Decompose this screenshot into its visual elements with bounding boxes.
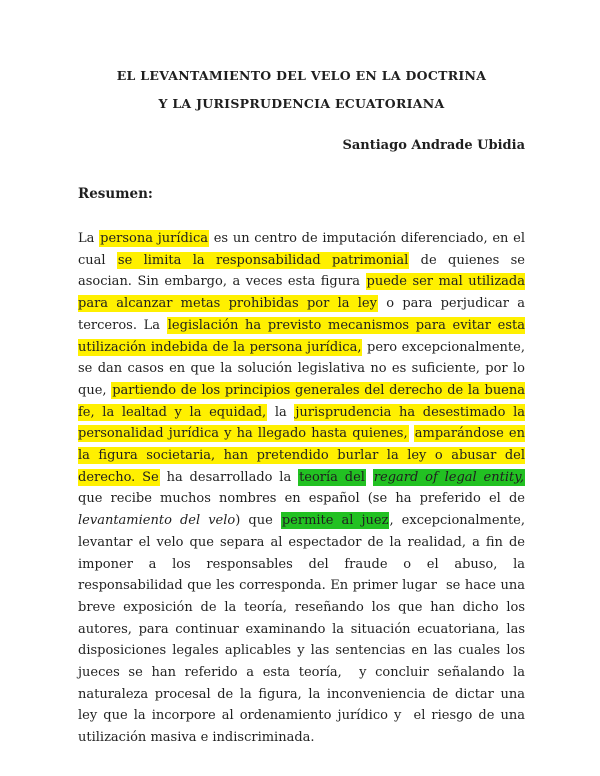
text-segment xyxy=(366,470,373,485)
title-line-2: Y LA JURISPRUDENCIA ECUATORIANA xyxy=(158,96,445,111)
document-title xyxy=(78,62,525,118)
abstract-paragraph xyxy=(78,228,525,749)
text-segment xyxy=(409,426,414,441)
text-segment: , excepcionalmente, levantar el velo que separa al espectador de la realidad, a fin de imponer a los responsables del fraude o el abuso, la responsabilidad que les corresponda. En primer lugar se hace una breve exposición de la teoría, reseñando los que han dicho los autores, para continuar examinando la situación ecuatoriana, las disposiciones legales aplicables y las sentencias en las cuales los jueces se han referido a esta teoría, y concluir señalando la naturaleza procesal de la figura, la inconveniencia de dictar una ley que la incorpore al ordenamiento jurídico y el riesgo de una utilización masiva e indiscriminada. xyxy=(78,513,525,746)
text-segment: es un centro de imputación diferenciado, en el cual xyxy=(78,231,526,268)
highlighted-text-segment: levantamiento del velo xyxy=(78,513,236,529)
highlighted-text-segment: puede ser mal utilizada para alcanzar metas prohibidas por la ley xyxy=(78,274,525,312)
highlighted-text-segment: persona jurídica xyxy=(100,231,208,246)
text-segment: ha desarrollado la xyxy=(159,469,299,485)
highlighted-text-segment: jurisprudencia ha desestimado la personalidad jurídica y ha llegado hasta quienes, xyxy=(78,404,525,442)
text-segment: que recibe muchos nombres en español (se ha preferido el de xyxy=(78,491,525,507)
text-segment: ) que xyxy=(235,513,281,529)
title-line-1: EL LEVANTAMIENTO DEL VELO EN LA DOCTRINA xyxy=(116,68,487,83)
text-segment: La xyxy=(78,231,100,246)
highlighted-text-segment: permite al juez xyxy=(281,513,389,529)
section-heading-resumen: Resumen: xyxy=(78,186,153,202)
text-segment: de quienes se asocian. Sin embargo, a veces esta figura xyxy=(78,252,525,290)
text-segment: la xyxy=(267,404,295,420)
text-segment: o para perjudicar a terceros. La xyxy=(78,296,525,333)
highlighted-text-segment: teoría del xyxy=(299,469,365,485)
highlighted-text-segment: legislación ha previsto mecanismos para evitar esta utilización indebida de la persona jurídica, xyxy=(78,317,525,355)
highlighted-text-segment: partiendo de los principios generales del derecho de la buena fe, la lealtad y la equidad, xyxy=(78,382,526,420)
text-segment: pero excepcionalmente, se dan casos en que la solución legislativa no es suficiente, por lo que, xyxy=(78,339,525,398)
highlighted-text-segment: amparándose en la figura societaria, han pretendido burlar la ley o abusar del derecho. Se xyxy=(78,426,525,485)
author-name: Santiago Andrade Ubidia xyxy=(342,138,525,153)
highlighted-text-segment: regard of legal entity, xyxy=(373,469,524,485)
highlighted-text-segment: se limita la responsabilidad patrimonial xyxy=(117,252,409,268)
